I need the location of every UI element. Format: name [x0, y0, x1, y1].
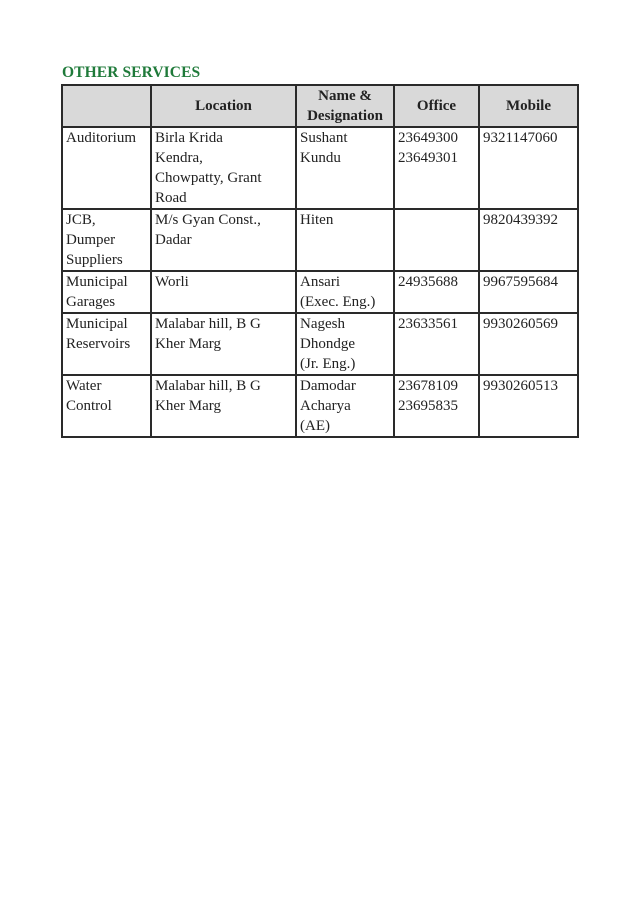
cell-location-line: Road — [155, 190, 187, 206]
cell-service-line: Auditorium — [66, 130, 136, 146]
cell-service-line: Dumper — [66, 232, 116, 248]
cell-location-line: Birla Krida — [155, 130, 223, 146]
cell-location-line: Kendra, — [155, 150, 203, 166]
cell-name — [296, 313, 394, 375]
cell-mobile-line: 9930260569 — [483, 316, 558, 332]
cell-name-line: Ansari — [300, 274, 340, 290]
cell-location-line: Chowpatty, Grant — [155, 170, 262, 186]
cell-name-line: (Jr. Eng.) — [300, 356, 356, 372]
cell-office — [394, 209, 479, 271]
cell-name-line: Acharya — [300, 398, 351, 414]
cell-office-line: 24935688 — [398, 274, 458, 290]
cell-location-line: Kher Marg — [155, 398, 221, 414]
cell-service-line: Municipal — [66, 274, 128, 290]
header-name-line-2: Designation — [307, 108, 383, 124]
cell-office-line: 23649300 — [398, 130, 458, 146]
cell-location-line: Malabar hill, B G — [155, 316, 261, 332]
other-services-table — [61, 84, 579, 438]
cell-name-line: Sushant — [300, 130, 348, 146]
table-row — [62, 271, 578, 313]
cell-name-line: (Exec. Eng.) — [300, 294, 376, 310]
cell-name-line: Dhondge — [300, 336, 355, 352]
cell-service — [62, 209, 151, 271]
header-name-line-1: Name & — [318, 88, 372, 104]
table-row — [62, 375, 578, 437]
table-row — [62, 313, 578, 375]
cell-name — [296, 127, 394, 209]
cell-name-line: Hiten — [300, 212, 334, 228]
cell-service-line: Suppliers — [66, 252, 123, 268]
cell-name — [296, 271, 394, 313]
cell-location-line: M/s Gyan Const., — [155, 212, 261, 228]
header-service — [62, 85, 151, 127]
cell-mobile — [479, 127, 578, 209]
cell-office-line: 23633561 — [398, 316, 458, 332]
cell-location-line: Dadar — [155, 232, 192, 248]
cell-mobile — [479, 271, 578, 313]
header-name-designation — [296, 85, 394, 127]
cell-location — [151, 375, 296, 437]
cell-office — [394, 313, 479, 375]
cell-mobile — [479, 209, 578, 271]
table-header-row — [62, 85, 578, 127]
cell-mobile-line: 9321147060 — [483, 130, 558, 146]
cell-name-line: (AE) — [300, 418, 330, 434]
cell-office — [394, 271, 479, 313]
cell-service — [62, 127, 151, 209]
cell-mobile-line: 9967595684 — [483, 274, 558, 290]
cell-location — [151, 209, 296, 271]
cell-name-line: Damodar — [300, 378, 356, 394]
table-row — [62, 127, 578, 209]
cell-office-line: 23678109 — [398, 378, 458, 394]
cell-location-line: Malabar hill, B G — [155, 378, 261, 394]
cell-office — [394, 375, 479, 437]
cell-mobile — [479, 375, 578, 437]
cell-service-line: Garages — [66, 294, 116, 310]
cell-office-line: 23695835 — [398, 398, 458, 414]
cell-mobile-line: 9820439392 — [483, 212, 558, 228]
cell-location-line: Kher Marg — [155, 336, 221, 352]
cell-service-line: Reservoirs — [66, 336, 131, 352]
cell-name-line: Nagesh — [300, 316, 345, 332]
table-row — [62, 209, 578, 271]
cell-name — [296, 209, 394, 271]
cell-name-line: Kundu — [300, 150, 341, 166]
cell-service — [62, 313, 151, 375]
cell-service-line: JCB, — [66, 212, 96, 228]
cell-location — [151, 127, 296, 209]
cell-mobile-line: 9930260513 — [483, 378, 558, 394]
cell-name — [296, 375, 394, 437]
cell-mobile — [479, 313, 578, 375]
cell-service-line: Water — [66, 378, 102, 394]
header-office: Office — [394, 85, 479, 127]
cell-service — [62, 375, 151, 437]
cell-service — [62, 271, 151, 313]
cell-office-line: 23649301 — [398, 150, 458, 166]
cell-office — [394, 127, 479, 209]
cell-location — [151, 313, 296, 375]
table-body — [62, 127, 578, 437]
cell-location-line: Worli — [155, 274, 189, 290]
cell-service-line: Municipal — [66, 316, 128, 332]
header-location: Location — [151, 85, 296, 127]
header-mobile: Mobile — [479, 85, 578, 127]
section-title: OTHER SERVICES — [62, 64, 201, 81]
cell-location — [151, 271, 296, 313]
cell-service-line: Control — [66, 398, 112, 414]
